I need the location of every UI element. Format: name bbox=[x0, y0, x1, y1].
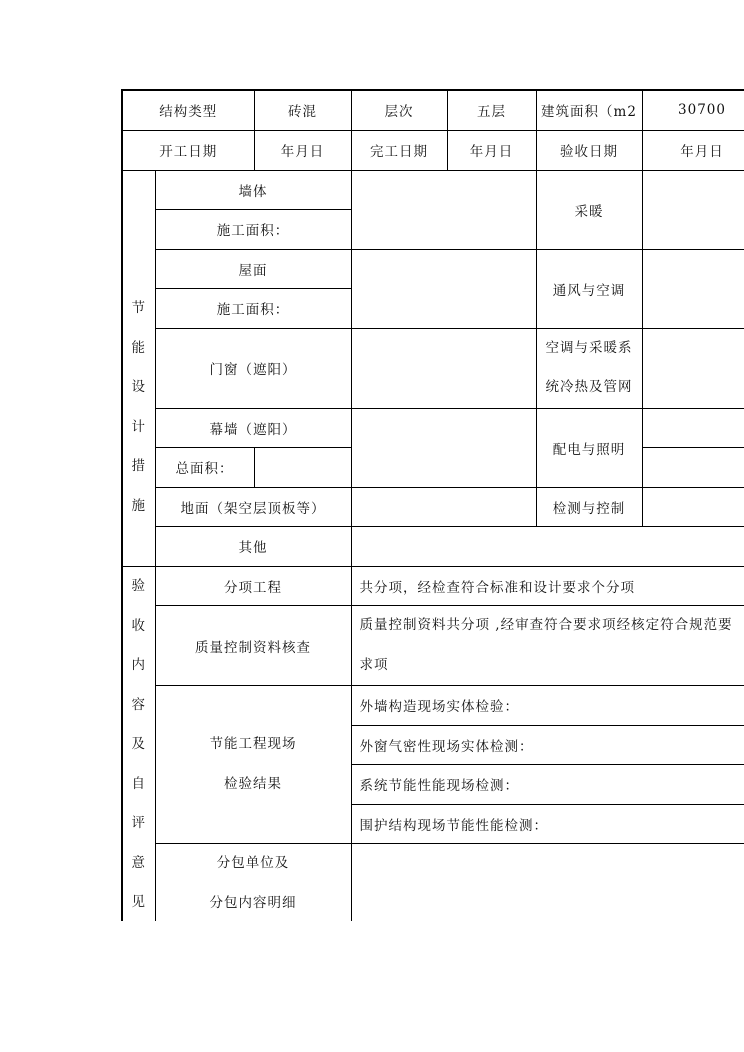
design-measures-section-label bbox=[122, 170, 155, 566]
acceptance-section-label bbox=[122, 566, 155, 921]
total-area-label: 总面积： bbox=[155, 448, 254, 488]
acceptance-char: 见 bbox=[131, 894, 146, 910]
hvac-system-value bbox=[642, 328, 744, 408]
window-value bbox=[351, 328, 536, 408]
acceptance-date-value: 年月日 bbox=[642, 130, 744, 170]
heating-value bbox=[642, 170, 744, 249]
heating-label: 采暖 bbox=[536, 170, 642, 249]
quality-line-2: 求项 bbox=[359, 656, 389, 673]
acceptance-char: 验 bbox=[131, 578, 146, 594]
ground-floor-label: 地面（架空层顶板等） bbox=[155, 487, 351, 527]
building-area-label: 建筑面积（m2 bbox=[536, 90, 642, 130]
wall-construction-area-label: 施工面积： bbox=[155, 210, 351, 250]
lighting-label: 配电与照明 bbox=[536, 408, 642, 487]
curtain-wall-value bbox=[351, 408, 536, 487]
sub-project-text: 共分项，经检查符合标准和设计要求个分项 bbox=[351, 566, 744, 606]
acceptance-date-label: 验收日期 bbox=[536, 130, 642, 170]
acceptance-char: 及 bbox=[131, 736, 146, 752]
window-label: 门窗（遮阳） bbox=[155, 328, 351, 408]
other-label: 其他 bbox=[155, 527, 351, 567]
monitoring-value bbox=[642, 487, 744, 527]
site-item: 外墙构造现场实体检验： bbox=[351, 686, 744, 726]
acceptance-char: 收 bbox=[131, 617, 146, 634]
quality-control-text bbox=[351, 606, 744, 686]
sub-unit-line-2: 分包内容明细 bbox=[209, 894, 297, 911]
design-char: 施 bbox=[131, 497, 146, 514]
wall-label: 墙体 bbox=[155, 170, 351, 210]
ground-floor-value bbox=[351, 487, 536, 527]
building-area-value: 30700 bbox=[642, 90, 744, 130]
acceptance-char: 评 bbox=[131, 815, 146, 831]
lighting-value-1 bbox=[642, 408, 744, 448]
roof-construction-area-label: 施工面积： bbox=[155, 289, 351, 329]
design-char: 设 bbox=[131, 379, 146, 395]
site-inspection-line-2: 检验结果 bbox=[224, 775, 282, 792]
lighting-value-2 bbox=[642, 448, 744, 488]
hvac-system-label bbox=[536, 328, 642, 408]
sub-unit-line-1: 分包单位及 bbox=[216, 855, 290, 871]
site-inspection-line-1: 节能工程现场 bbox=[209, 736, 297, 752]
acceptance-form bbox=[121, 89, 744, 921]
acceptance-char: 自 bbox=[131, 775, 146, 792]
design-char: 措 bbox=[131, 458, 146, 474]
design-char: 计 bbox=[131, 418, 146, 435]
site-item: 围护结构现场节能性能检测： bbox=[351, 804, 744, 844]
start-date-label: 开工日期 bbox=[122, 130, 254, 170]
design-char: 能 bbox=[131, 339, 146, 356]
start-date-value: 年月日 bbox=[254, 130, 351, 170]
roof-value bbox=[351, 249, 536, 328]
complete-date-value: 年月日 bbox=[447, 130, 536, 170]
hvac-line-2: 统冷热及管网 bbox=[545, 379, 633, 395]
sub-unit-value bbox=[351, 844, 744, 922]
structure-type-label: 结构类型 bbox=[122, 90, 254, 130]
design-char: 节 bbox=[131, 300, 146, 316]
wall-value bbox=[351, 170, 536, 249]
ventilation-label: 通风与空调 bbox=[536, 249, 642, 328]
site-inspection-label bbox=[155, 686, 351, 844]
structure-type-value: 砖混 bbox=[254, 90, 351, 130]
total-area-value bbox=[254, 448, 351, 488]
acceptance-char: 容 bbox=[131, 696, 146, 713]
ventilation-value bbox=[642, 249, 744, 328]
hvac-line-1: 空调与采暖系 bbox=[545, 339, 633, 356]
roof-label: 屋面 bbox=[155, 249, 351, 289]
quality-line-1: 质量控制资料共分项 ,经审查符合要求项经核定符合规范要 bbox=[359, 617, 733, 633]
monitoring-label: 检测与控制 bbox=[536, 487, 642, 527]
acceptance-char: 意 bbox=[131, 854, 146, 871]
sub-project-label: 分项工程 bbox=[155, 566, 351, 606]
floors-label: 层次 bbox=[351, 90, 447, 130]
acceptance-char: 内 bbox=[131, 657, 146, 673]
form-table bbox=[121, 89, 744, 921]
curtain-wall-label: 幕墙（遮阳） bbox=[155, 408, 351, 448]
complete-date-label: 完工日期 bbox=[351, 130, 447, 170]
site-item: 外窗气密性现场实体检测： bbox=[351, 725, 744, 765]
site-item: 系统节能性能现场检测： bbox=[351, 765, 744, 805]
other-value bbox=[351, 527, 744, 567]
floors-value: 五层 bbox=[447, 90, 536, 130]
sub-unit-label bbox=[155, 844, 351, 922]
quality-control-label: 质量控制资料核查 bbox=[155, 606, 351, 686]
